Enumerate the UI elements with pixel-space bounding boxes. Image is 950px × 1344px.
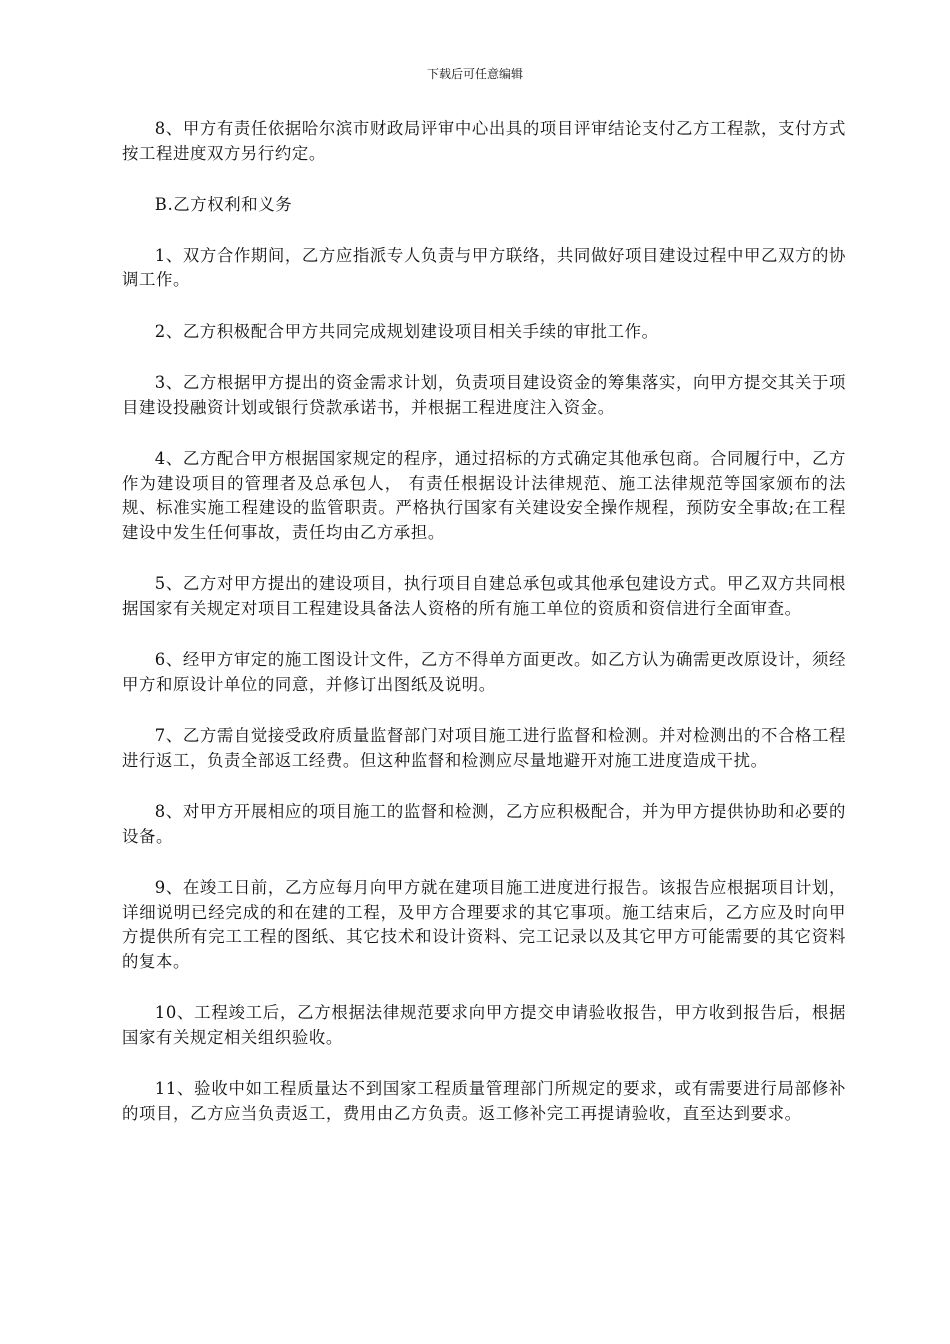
section-heading-b: B.乙方权利和义务 — [154, 195, 293, 214]
paragraph-b11: 11、验收中如工程质量达不到国家工程质量管理部门所规定的要求，或有需要进行局部修补的项目，乙方应当负责返工，费用由乙方负责。返工修补完工再提请验收，直至达到要求。 — [122, 1079, 846, 1123]
paragraph-b4: 4、乙方配合甲方根据国家规定的程序，通过招标的方式确定其他承包商。合同履行中，乙方作为建设项目的管理者及总承包人， 有责任根据设计法律规范、施工法律规范等国家颁布的法规、标准实施工程建设的监管职责。严格执行国家有关建设安全操作规程，预防安全事故;在工程建设中发生任何事故，责任均由乙方承担。 — [122, 449, 846, 542]
paragraph-b3: 3、乙方根据甲方提出的资金需求计划，负责项目建设资金的筹集落实，向甲方提交其关于项目建设投融资计划或银行贷款承诺书，并根据工程进度注入资金。 — [122, 373, 846, 417]
paragraph-a8: 8、甲方有责任依据哈尔滨市财政局评审中心出具的项目评审结论支付乙方工程款，支付方式按工程进度双方另行约定。 — [122, 119, 846, 163]
document-body — [122, 117, 846, 1153]
paragraph-b1: 1、双方合作期间，乙方应指派专人负责与甲方联络，共同做好项目建设过程中甲乙双方的协调工作。 — [122, 245, 846, 289]
paragraph-b9: 9、在竣工日前，乙方应每月向甲方就在建项目施工进度进行报告。该报告应根据项目计划，详细说明已经完成的和在建的工程，及甲方合理要求的其它事项。施工结束后，乙方应及时向甲方提供所有完工工程的图纸、其它技术和设计资料、完工记录以及其它甲方可能需要的其它资料的复本。 — [122, 878, 846, 971]
paragraph-b2: 2、乙方积极配合甲方共同完成规划建设项目相关手续的审批工作。 — [154, 321, 659, 341]
page-header-note: 下载后可任意编辑 — [426, 67, 523, 81]
paragraph-b6: 6、经甲方审定的施工图设计文件，乙方不得单方面更改。如乙方认为确需更改原设计，须经甲方和原设计单位的同意，并修订出图纸及说明。 — [122, 650, 846, 694]
paragraph-b8: 8、对甲方开展相应的项目施工的监督和检测，乙方应积极配合，并为甲方提供协助和必要的设备。 — [122, 802, 846, 846]
paragraph-b10: 10、工程竣工后，乙方根据法律规范要求向甲方提交申请验收报告，甲方收到报告后，根据国家有关规定相关组织验收。 — [122, 1003, 846, 1047]
paragraph-b5: 5、乙方对甲方提出的建设项目，执行项目自建总承包或其他承包建设方式。甲乙双方共同根据国家有关规定对项目工程建设具备法人资格的所有施工单位的资质和资信进行全面审查。 — [122, 574, 846, 618]
paragraph-b7: 7、乙方需自觉接受政府质量监督部门对项目施工进行监督和检测。并对检测出的不合格工程进行返工，负责全部返工经费。但这种监督和检测应尽量地避开对施工进度造成干扰。 — [122, 726, 846, 770]
